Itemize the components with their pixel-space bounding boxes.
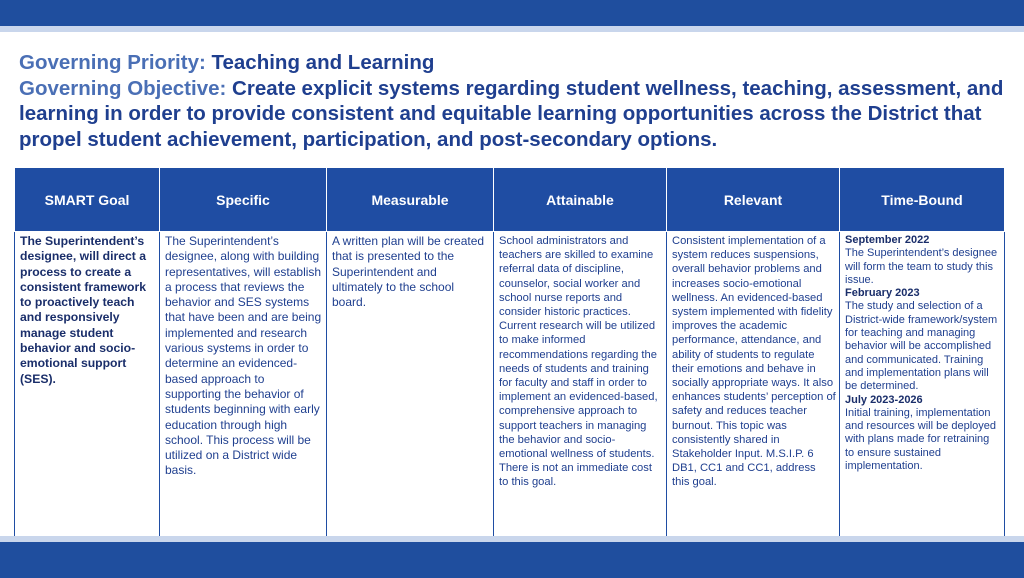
milestone-text: Initial training, implementation and resources will be deployed with plans made for retraining to ensure sustained implementation.: [845, 406, 997, 473]
objective-value: Create explicit systems regarding student wellness, teaching, assessment, and learning in order to provide consistent and equitable learning opportunities across the District that propel student achievement, participation, and post-secondary options.: [19, 76, 1004, 151]
milestone-date: February 2023: [845, 287, 920, 300]
cell-specific: The Superintendent’s designee, along with building representatives, will establish a process that reviews the behavior and SES systems that have been and are being implemented and research various systems in order to determine an evidenced-based approach to supporting the behavior of students beginning with early education through high school. This process will be utilized on a District wide basis.: [160, 232, 327, 537]
milestone-date: September 2022: [845, 234, 930, 246]
header-attainable: Attainable: [494, 168, 667, 232]
page-heading: [19, 50, 1009, 152]
cell-attainable: School administrators and teachers are skilled to examine referral data of discipline, counselor, social worker and school nurse reports and consider historic practices. Current research will be utilized to make informed recommendations regarding the needs of students and training for faculty and staff in order to implement an evidenced-based, comprehensive approach to support teachers in managing the behavior and socio-emotional wellness of students. There is not an immediate cost to this goal.: [494, 232, 667, 537]
cell-relevant: Consistent implementation of a system reduces suspensions, overall behavior problems and increases socio-emotional wellness. An evidenced-based system implemented with fidelity improves the academic performance, attendance, and ability of students to regulate their emotions and behave in socially appropriate ways. It also enhances students’ perception of safety and reduces teacher burnout. This topic was consistently shared in Stakeholder Input. M.S.I.P. 6 DB1, CC1 and CC1, address this goal.: [667, 232, 840, 537]
priority-label: Governing Priority:: [19, 51, 212, 74]
top-banner-stripe: [0, 26, 1024, 32]
milestone-text: The Superintendent’s designee will form the team to study this issue.: [845, 247, 998, 286]
top-banner: [0, 0, 1024, 26]
governing-objective: [19, 76, 1009, 153]
header-smart-goal: SMART Goal: [15, 168, 160, 232]
governing-priority: [19, 50, 1009, 76]
smart-goal-table: [14, 167, 1005, 537]
bottom-banner: [0, 542, 1024, 578]
header-measurable: Measurable: [327, 168, 494, 232]
cell-time-bound: [840, 232, 1005, 537]
milestone-text: The study and selection of a District-wide framework/system for teaching and managing behavior will be accomplished and communicated. Training and implementation plans will be determined.: [845, 300, 998, 393]
milestone-date: July 2023-2026: [845, 393, 923, 406]
objective-label: Governing Objective:: [19, 76, 233, 100]
header-specific: Specific: [160, 168, 327, 232]
cell-measurable: A written plan will be created that is presented to the Superintendent and ultimately to the school board.: [327, 232, 494, 537]
header-time-bound: Time-Bound: [840, 168, 1005, 232]
priority-value: Teaching and Learning: [211, 51, 435, 74]
table-row: [15, 232, 1005, 537]
cell-smart-goal: The Superintendent’s designee, will direct a process to create a consistent framework to proactively teach and responsively manage student behavior and socio-emotional support (SES).: [15, 232, 160, 537]
table-header-row: [15, 168, 1005, 232]
header-relevant: Relevant: [667, 168, 840, 232]
